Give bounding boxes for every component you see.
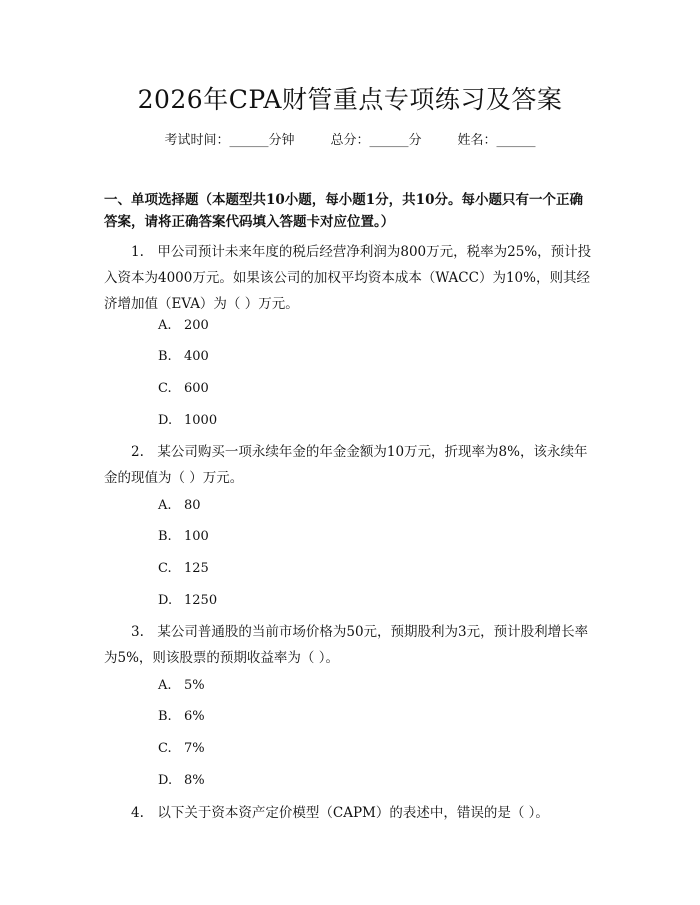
option-letter: C. bbox=[158, 381, 172, 396]
question-3-option-b bbox=[158, 708, 205, 726]
option-text: 5% bbox=[184, 678, 205, 693]
option-letter: D. bbox=[158, 593, 173, 608]
question-3-option-c bbox=[158, 740, 205, 758]
question-4-text: 4. 以下关于资本资产定价模型（CAPM）的表述中，错误的是（ ）。 bbox=[131, 805, 549, 821]
question-3-option-a bbox=[158, 677, 205, 695]
question-1-option-a bbox=[158, 317, 209, 335]
student-name-field: 姓名：______ bbox=[457, 133, 536, 148]
option-text: 600 bbox=[184, 381, 209, 396]
option-text: 400 bbox=[184, 349, 209, 364]
section-heading: 一、单项选择题（本题型共10小题，每小题1分，共10分。每小题只有一个正确答案，请将正确答案代码填入答题卡对应位置。） bbox=[104, 192, 583, 230]
option-letter: D. bbox=[158, 773, 173, 788]
question-1-option-c bbox=[158, 380, 209, 398]
exam-time-field: 考试时间：______分钟 bbox=[164, 133, 295, 148]
option-letter: A. bbox=[158, 318, 172, 333]
option-letter: A. bbox=[158, 678, 172, 693]
option-text: 1000 bbox=[184, 413, 218, 428]
option-text: 125 bbox=[184, 561, 209, 576]
question-3-text: 3. 某公司普通股的当前市场价格为50元，预期股利为3元，预计股利增长率为5%，则该股票的预期收益率为（ ）。 bbox=[104, 624, 589, 666]
option-letter: C. bbox=[158, 741, 172, 756]
option-text: 200 bbox=[184, 318, 209, 333]
option-letter: B. bbox=[158, 709, 172, 724]
option-text: 1250 bbox=[184, 593, 218, 608]
option-letter: D. bbox=[158, 413, 173, 428]
question-2-option-b bbox=[158, 528, 209, 546]
option-text: 80 bbox=[184, 498, 201, 513]
exam-info-row bbox=[0, 132, 700, 150]
question-2-option-c bbox=[158, 560, 209, 578]
question-1-option-b bbox=[158, 348, 209, 366]
question-1-text: 1. 甲公司预计未来年度的税后经营净利润为800万元，税率为25%，预计投入资本为4000万元。如果该公司的加权平均资本成本（WACC）为10%，则其经济增加值（EVA）为（ ）万元。 bbox=[104, 244, 592, 312]
option-text: 7% bbox=[184, 741, 205, 756]
option-letter: B. bbox=[158, 529, 172, 544]
question-3-option-d bbox=[158, 772, 205, 790]
option-text: 8% bbox=[184, 773, 205, 788]
total-score-field: 总分：______分 bbox=[330, 133, 422, 148]
option-letter: A. bbox=[158, 498, 172, 513]
question-2-option-a bbox=[158, 497, 201, 515]
question-1-option-d bbox=[158, 412, 217, 430]
option-letter: B. bbox=[158, 349, 172, 364]
question-2-option-d bbox=[158, 592, 217, 610]
option-text: 100 bbox=[184, 529, 209, 544]
question-2-text: 2. 某公司购买一项永续年金的年金金额为10万元，折现率为8%，该永续年金的现值为（ ）万元。 bbox=[104, 444, 588, 486]
option-text: 6% bbox=[184, 709, 205, 724]
page-title: 2026年CPA财管重点专项练习及答案 bbox=[137, 85, 563, 114]
option-letter: C. bbox=[158, 561, 172, 576]
